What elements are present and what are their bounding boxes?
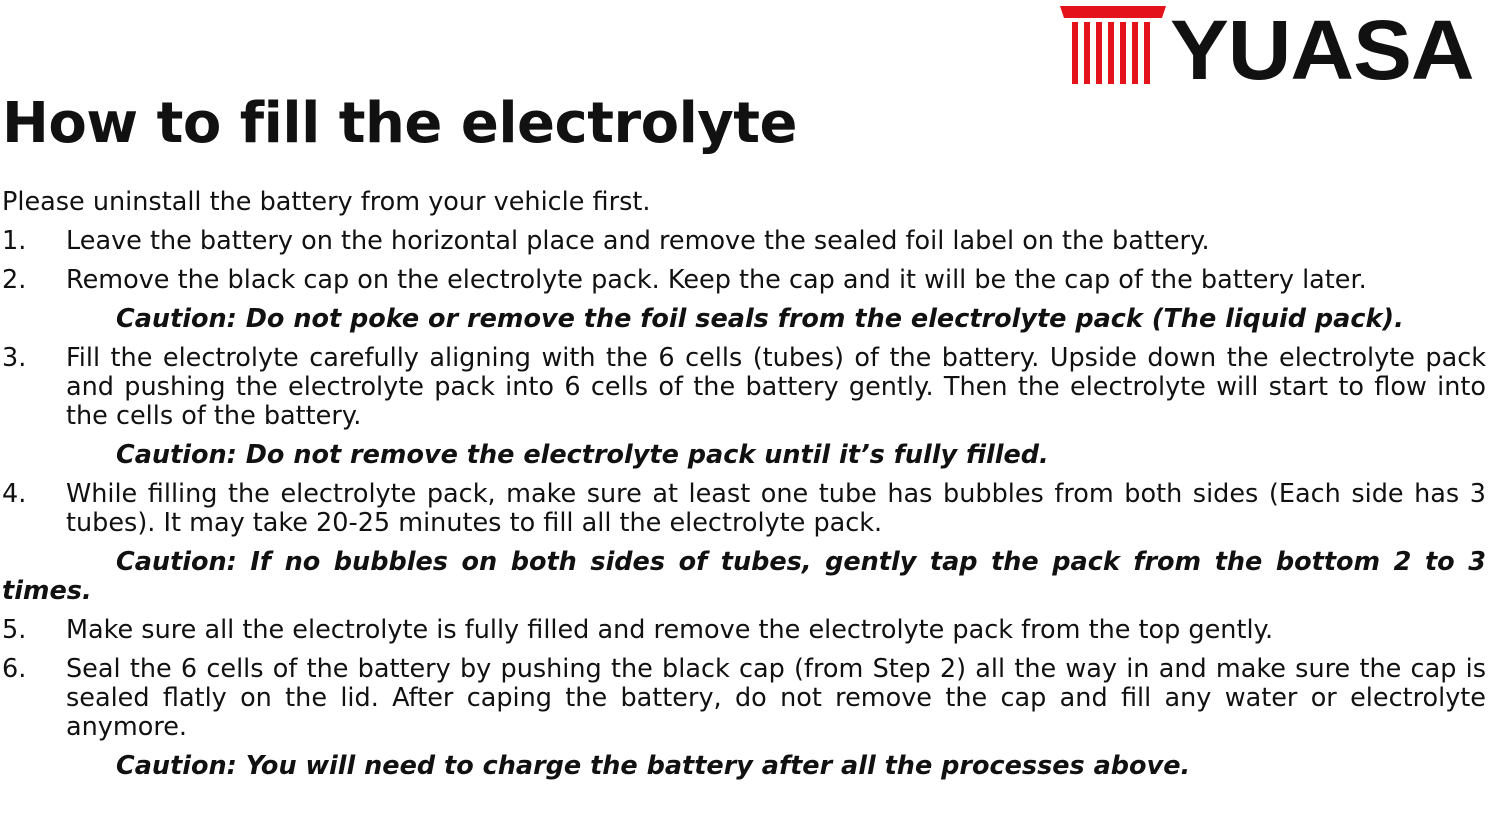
step-text: Fill the electrolyte carefully aligning with the 6 cells (tubes) of the battery. Upside down the electrolyte pack and pushing the electrolyte pack into 6 cells of the battery gently. Then the electrolyte will start to flow into the cells of the battery.	[66, 343, 1486, 431]
step-number: 1.	[2, 226, 27, 256]
caution-4: Caution: You will need to charge the battery after all the processes above.	[116, 751, 1191, 781]
intro-text: Please uninstall the battery from your vehicle first.	[2, 187, 651, 217]
caution-2: Caution: Do not remove the electrolyte pack until it’s fully filled.	[116, 440, 1049, 470]
yuasa-logo	[1058, 2, 1498, 97]
caution-1: Caution: Do not poke or remove the foil seals from the electrolyte pack (The liquid pack).	[116, 304, 1404, 334]
step-number: 5.	[2, 615, 27, 645]
step-5	[2, 616, 1486, 645]
step-6	[2, 655, 1486, 742]
instructions	[2, 188, 1486, 791]
caution-3: Caution: If no bubbles on both sides of tubes, gently tap the pack from the bottom 2 to 3 times.	[2, 547, 1486, 606]
step-text: Leave the battery on the horizontal place and remove the sealed foil label on the battery.	[66, 226, 1210, 256]
logo-brand-text: YUASA	[1170, 3, 1474, 97]
step-1	[2, 227, 1486, 256]
step-text: While filling the electrolyte pack, make sure at least one tube has bubbles from both sides (Each side has 3 tubes). It may take 20-25 minutes to fill all the electrolyte pack.	[66, 479, 1486, 538]
step-2	[2, 266, 1486, 295]
page-title: How to fill the electrolyte	[2, 91, 798, 156]
step-3	[2, 344, 1486, 431]
step-text: Seal the 6 cells of the battery by pushing the black cap (from Step 2) all the way in and make sure the cap is sealed flatly on the lid. After caping the battery, do not remove the cap and fill any water or electrolyte anymore.	[66, 654, 1486, 742]
step-number: 2.	[2, 265, 27, 295]
step-text: Make sure all the electrolyte is fully filled and remove the electrolyte pack from the top gently.	[66, 615, 1274, 645]
step-number: 4.	[2, 479, 27, 509]
yuasa-logo-icon	[1058, 2, 1170, 88]
step-text: Remove the black cap on the electrolyte pack. Keep the cap and it will be the cap of the battery later.	[66, 265, 1367, 295]
step-4	[2, 480, 1486, 538]
step-number: 6.	[2, 654, 27, 684]
step-number: 3.	[2, 343, 27, 373]
